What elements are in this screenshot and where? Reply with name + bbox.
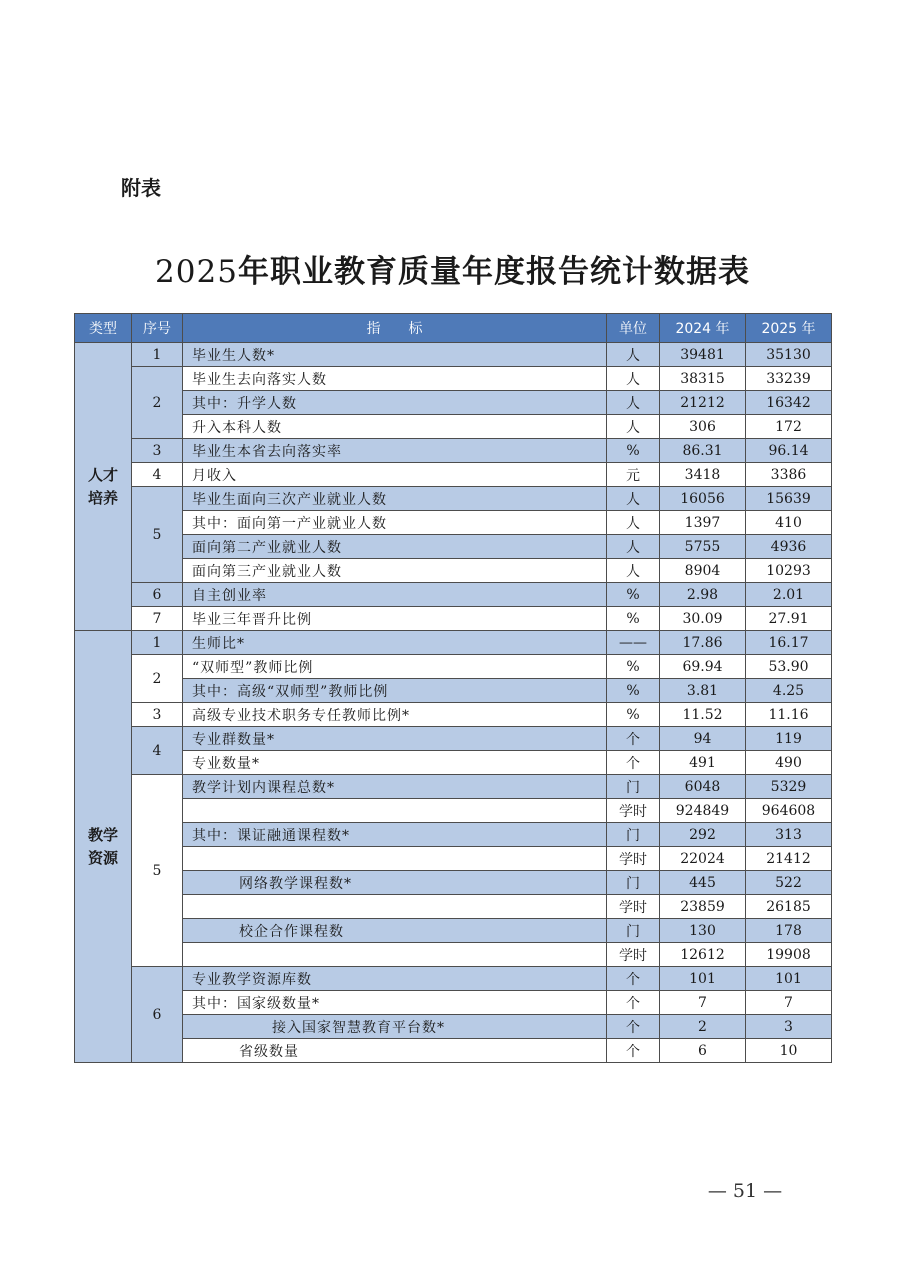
unit-cell: 人 [607,343,660,367]
page-title [0,246,905,291]
indicator-cell: 月收入 [183,463,607,487]
unit-cell: % [607,439,660,463]
table-row [75,991,832,1015]
value-2024-cell: 86.31 [660,439,746,463]
value-2024-cell: 101 [660,967,746,991]
unit-cell: 学时 [607,799,660,823]
seq-cell: 2 [132,367,183,439]
unit-cell: % [607,655,660,679]
table-row [75,727,832,751]
table-row [75,871,832,895]
category-line: 教学 [87,825,118,844]
value-2024-cell: 39481 [660,343,746,367]
table-row [75,607,832,631]
table-row [75,583,832,607]
category-cell [75,343,132,631]
unit-cell: 人 [607,487,660,511]
statistics-table [74,313,832,1063]
unit-cell: 人 [607,391,660,415]
value-2024-cell: 445 [660,871,746,895]
table-row [75,1015,832,1039]
value-2024-cell: 17.86 [660,631,746,655]
annex-label: 附表 [121,176,161,200]
value-2024-cell: 21212 [660,391,746,415]
category-cell [75,631,132,1063]
value-2025-cell: 7 [746,991,832,1015]
seq-cell: 7 [132,607,183,631]
indicator-cell [183,847,607,871]
value-2024-cell: 292 [660,823,746,847]
value-2025-cell: 33239 [746,367,832,391]
indicator-cell: 毕业三年晋升比例 [183,607,607,631]
indicator-cell: 生师比* [183,631,607,655]
indicator-cell: 教学计划内课程总数* [183,775,607,799]
unit-cell: % [607,583,660,607]
value-2025-cell: 11.16 [746,703,832,727]
table-row [75,679,832,703]
table-row [75,391,832,415]
table-row [75,823,832,847]
table-row [75,775,832,799]
header-2025: 2025 年 [746,314,832,343]
table-row [75,343,832,367]
value-2024-cell: 130 [660,919,746,943]
title-text: 年职业教育质量年度报告统计数据表 [237,254,750,290]
value-2024-cell: 1397 [660,511,746,535]
table-row [75,463,832,487]
value-2025-cell: 19908 [746,943,832,967]
seq-cell: 1 [132,343,183,367]
value-2025-cell: 10293 [746,559,832,583]
table-row [75,847,832,871]
value-2025-cell: 101 [746,967,832,991]
value-2025-cell: 3 [746,1015,832,1039]
unit-cell: 个 [607,1039,660,1063]
indicator-cell: 毕业生人数* [183,343,607,367]
indicator-cell: 自主创业率 [183,583,607,607]
table-row [75,439,832,463]
value-2024-cell: 3.81 [660,679,746,703]
header-unit: 单位 [607,314,660,343]
header-type: 类型 [75,314,132,343]
value-2024-cell: 23859 [660,895,746,919]
value-2024-cell: 6048 [660,775,746,799]
indicator-cell: 毕业生本省去向落实率 [183,439,607,463]
value-2024-cell: 38315 [660,367,746,391]
value-2025-cell: 3386 [746,463,832,487]
header-seq: 序号 [132,314,183,343]
value-2025-cell: 10 [746,1039,832,1063]
table-row [75,415,832,439]
value-2025-cell: 964608 [746,799,832,823]
table-row [75,487,832,511]
table-row [75,559,832,583]
unit-cell: 个 [607,991,660,1015]
value-2024-cell: 16056 [660,487,746,511]
indicator-cell [183,943,607,967]
value-2024-cell: 3418 [660,463,746,487]
unit-cell: 学时 [607,943,660,967]
table-row [75,535,832,559]
indicator-cell: 毕业生面向三次产业就业人数 [183,487,607,511]
indicator-cell: 其中：国家级数量* [183,991,607,1015]
seq-cell: 4 [132,463,183,487]
table-row [75,895,832,919]
indicator-cell: 专业群数量* [183,727,607,751]
unit-cell: 人 [607,367,660,391]
indicator-cell: 其中：面向第一产业就业人数 [183,511,607,535]
seq-cell: 6 [132,967,183,1063]
seq-cell: 5 [132,487,183,583]
value-2024-cell: 8904 [660,559,746,583]
indicator-cell: 高级专业技术职务专任教师比例* [183,703,607,727]
value-2024-cell: 22024 [660,847,746,871]
indicator-cell: 其中：升学人数 [183,391,607,415]
indicator-cell: 校企合作课程数 [183,919,607,943]
value-2024-cell: 7 [660,991,746,1015]
unit-cell: 个 [607,751,660,775]
indicator-cell: “双师型”教师比例 [183,655,607,679]
unit-cell: 学时 [607,895,660,919]
unit-cell: 学时 [607,847,660,871]
table-row [75,631,832,655]
value-2025-cell: 172 [746,415,832,439]
header-indicator: 指 标 [183,314,607,343]
title-year: 2025 [155,254,238,290]
table-row [75,511,832,535]
seq-cell: 5 [132,775,183,967]
table-row [75,919,832,943]
unit-cell: 人 [607,559,660,583]
value-2024-cell: 306 [660,415,746,439]
seq-cell: 2 [132,655,183,703]
seq-cell: 1 [132,631,183,655]
value-2024-cell: 11.52 [660,703,746,727]
value-2025-cell: 313 [746,823,832,847]
unit-cell: 个 [607,1015,660,1039]
value-2025-cell: 16342 [746,391,832,415]
unit-cell: % [607,607,660,631]
value-2025-cell: 522 [746,871,832,895]
value-2025-cell: 96.14 [746,439,832,463]
value-2025-cell: 178 [746,919,832,943]
value-2024-cell: 69.94 [660,655,746,679]
indicator-cell: 接入国家智慧教育平台数* [183,1015,607,1039]
value-2024-cell: 30.09 [660,607,746,631]
unit-cell: 元 [607,463,660,487]
value-2024-cell: 2 [660,1015,746,1039]
unit-cell: 门 [607,871,660,895]
table-row [75,655,832,679]
value-2025-cell: 21412 [746,847,832,871]
unit-cell: —— [607,631,660,655]
unit-cell: 门 [607,823,660,847]
value-2024-cell: 924849 [660,799,746,823]
header-2024: 2024 年 [660,314,746,343]
unit-cell: 门 [607,775,660,799]
value-2025-cell: 35130 [746,343,832,367]
indicator-cell: 省级数量 [183,1039,607,1063]
value-2025-cell: 2.01 [746,583,832,607]
value-2024-cell: 5755 [660,535,746,559]
value-2025-cell: 15639 [746,487,832,511]
unit-cell: 个 [607,727,660,751]
unit-cell: 个 [607,967,660,991]
value-2025-cell: 490 [746,751,832,775]
table-row [75,1039,832,1063]
indicator-cell: 网络教学课程数* [183,871,607,895]
unit-cell: 门 [607,919,660,943]
table-row [75,751,832,775]
table-row [75,367,832,391]
value-2024-cell: 6 [660,1039,746,1063]
table-row [75,943,832,967]
value-2024-cell: 94 [660,727,746,751]
page-number: — 51 — [707,1180,783,1202]
indicator-cell: 面向第二产业就业人数 [183,535,607,559]
unit-cell: 人 [607,511,660,535]
value-2025-cell: 410 [746,511,832,535]
seq-cell: 3 [132,703,183,727]
unit-cell: 人 [607,415,660,439]
category-line: 资源 [87,848,118,867]
indicator-cell: 专业教学资源库数 [183,967,607,991]
seq-cell: 3 [132,439,183,463]
value-2025-cell: 4936 [746,535,832,559]
value-2025-cell: 4.25 [746,679,832,703]
seq-cell: 6 [132,583,183,607]
indicator-cell: 升入本科人数 [183,415,607,439]
value-2025-cell: 26185 [746,895,832,919]
value-2025-cell: 27.91 [746,607,832,631]
unit-cell: 人 [607,535,660,559]
table-row [75,703,832,727]
indicator-cell: 其中：高级“双师型”教师比例 [183,679,607,703]
indicator-cell: 其中：课证融通课程数* [183,823,607,847]
table-row [75,799,832,823]
indicator-cell: 毕业生去向落实人数 [183,367,607,391]
indicator-cell: 面向第三产业就业人数 [183,559,607,583]
value-2025-cell: 119 [746,727,832,751]
unit-cell: % [607,679,660,703]
unit-cell: % [607,703,660,727]
indicator-cell: 专业数量* [183,751,607,775]
value-2024-cell: 491 [660,751,746,775]
category-line: 人才 [87,465,118,484]
seq-cell: 4 [132,727,183,775]
indicator-cell [183,895,607,919]
value-2024-cell: 12612 [660,943,746,967]
table-row [75,967,832,991]
value-2025-cell: 5329 [746,775,832,799]
category-line: 培养 [87,488,118,507]
value-2024-cell: 2.98 [660,583,746,607]
table-header-row [75,314,832,343]
value-2025-cell: 53.90 [746,655,832,679]
indicator-cell [183,799,607,823]
value-2025-cell: 16.17 [746,631,832,655]
